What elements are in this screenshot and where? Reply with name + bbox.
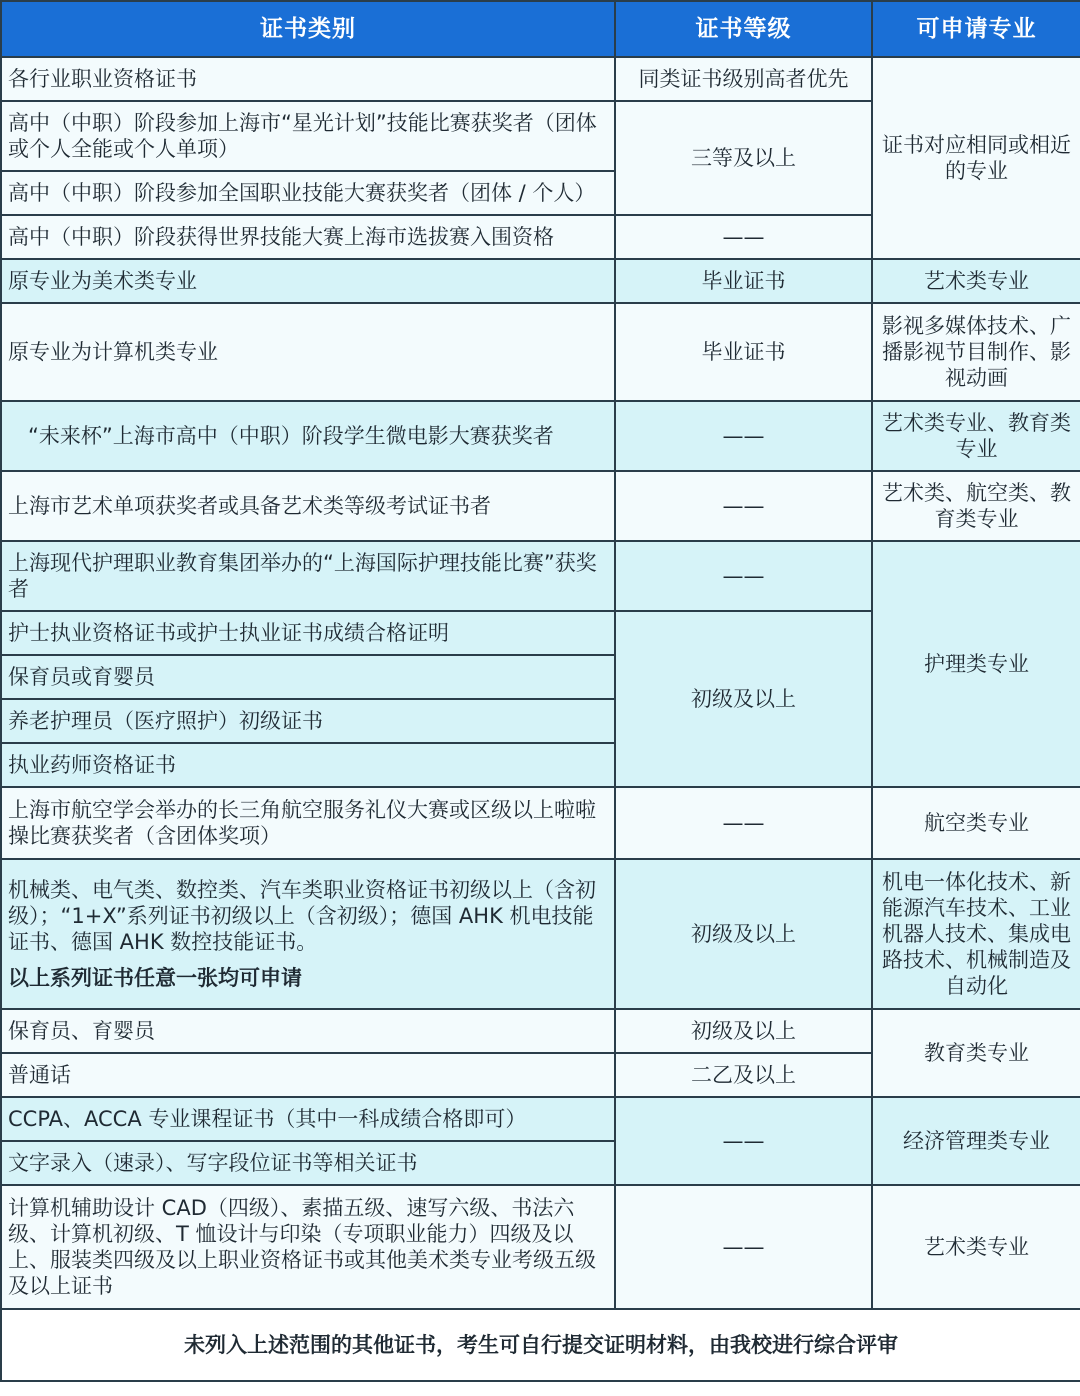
table-row — [1, 303, 1080, 401]
category-cell: 普通话 — [1, 1053, 615, 1097]
footer-row — [1, 1309, 1080, 1381]
category-cell — [1, 859, 615, 1009]
category-cell: 上海现代护理职业教育集团举办的“上海国际护理技能比赛”获奖者 — [1, 541, 615, 611]
level-cell: —— — [615, 541, 872, 611]
table-row — [1, 471, 1080, 541]
major-cell: 教育类专业 — [872, 1009, 1080, 1097]
category-cell: 高中（中职）阶段参加全国职业技能大赛获奖者（团体 / 个人） — [1, 171, 615, 215]
category-cell: 上海市艺术单项获奖者或具备艺术类等级考试证书者 — [1, 471, 615, 541]
level-cell: —— — [615, 1097, 872, 1185]
level-cell: 毕业证书 — [615, 259, 872, 303]
level-cell: 三等及以上 — [615, 101, 872, 215]
major-cell: 艺术类专业、教育类专业 — [872, 401, 1080, 471]
level-cell: 初级及以上 — [615, 611, 872, 787]
level-cell: —— — [615, 215, 872, 259]
table-row — [1, 859, 1080, 1009]
level-cell: 初级及以上 — [615, 1009, 872, 1053]
table-row — [1, 787, 1080, 859]
category-cell: 计算机辅助设计 CAD（四级）、素描五级、速写六级、书法六级、计算机初级、T 恤设计与印染（专项职业能力）四级及以上、服装类四级及以上职业资格证书或其他美术类专业考级五级及以上证书 — [1, 1185, 615, 1309]
category-cell: 执业药师资格证书 — [1, 743, 615, 787]
major-cell: 机电一体化技术、新能源汽车技术、工业机器人技术、集成电路技术、机械制造及自动化 — [872, 859, 1080, 1009]
category-cell: 护士执业资格证书或护士执业证书成绩合格证明 — [1, 611, 615, 655]
category-text: 机械类、电气类、数控类、汽车类职业资格证书初级以上（含初级）；“1+X”系列证书初级以上（含初级）；德国 AHK 机电技能证书、德国 AHK 数控技能证书。 — [8, 878, 596, 954]
category-cell: “未来杯”上海市高中（中职）阶段学生微电影大赛获奖者 — [1, 401, 615, 471]
footer-note: 未列入上述范围的其他证书，考生可自行提交证明材料，由我校进行综合评审 — [1, 1309, 1080, 1381]
level-cell: —— — [615, 471, 872, 541]
category-cell: 原专业为计算机类专业 — [1, 303, 615, 401]
major-cell: 航空类专业 — [872, 787, 1080, 859]
category-cell: 上海市航空学会举办的长三角航空服务礼仪大赛或区级以上啦啦操比赛获奖者（含团体奖项） — [1, 787, 615, 859]
table-row — [1, 1185, 1080, 1309]
category-cell: CCPA、ACCA 专业课程证书（其中一科成绩合格即可） — [1, 1097, 615, 1141]
category-cell: 保育员或育婴员 — [1, 655, 615, 699]
major-cell: 艺术类、航空类、教育类专业 — [872, 471, 1080, 541]
major-cell: 影视多媒体技术、广播影视节目制作、影视动画 — [872, 303, 1080, 401]
category-cell: 养老护理员（医疗照护）初级证书 — [1, 699, 615, 743]
level-cell: —— — [615, 787, 872, 859]
level-cell: —— — [615, 1185, 872, 1309]
table-row — [1, 401, 1080, 471]
level-cell: 同类证书级别高者优先 — [615, 57, 872, 101]
table-row — [1, 57, 1080, 101]
category-cell: 保育员、育婴员 — [1, 1009, 615, 1053]
category-cell: 高中（中职）阶段参加上海市“星光计划”技能比赛获奖者（团体或个人全能或个人单项） — [1, 101, 615, 171]
level-cell: —— — [615, 401, 872, 471]
category-note: 以上系列证书任意一张均可申请 — [8, 966, 302, 990]
category-cell: 高中（中职）阶段获得世界技能大赛上海市选拔赛入围资格 — [1, 215, 615, 259]
header-category: 证书类别 — [1, 1, 615, 57]
category-cell: 文字录入（速录）、写字段位证书等相关证书 — [1, 1141, 615, 1185]
table-row — [1, 259, 1080, 303]
level-cell: 毕业证书 — [615, 303, 872, 401]
major-cell: 经济管理类专业 — [872, 1097, 1080, 1185]
header-row — [1, 1, 1080, 57]
major-cell: 证书对应相同或相近的专业 — [872, 57, 1080, 259]
level-cell: 初级及以上 — [615, 859, 872, 1009]
category-cell: 各行业职业资格证书 — [1, 57, 615, 101]
major-cell: 艺术类专业 — [872, 1185, 1080, 1309]
header-major: 可申请专业 — [872, 1, 1080, 57]
table-row — [1, 1009, 1080, 1053]
header-level: 证书等级 — [615, 1, 872, 57]
table-row — [1, 1097, 1080, 1141]
major-cell: 护理类专业 — [872, 541, 1080, 787]
major-cell: 艺术类专业 — [872, 259, 1080, 303]
category-cell: 原专业为美术类专业 — [1, 259, 615, 303]
level-cell: 二乙及以上 — [615, 1053, 872, 1097]
table-row — [1, 541, 1080, 611]
